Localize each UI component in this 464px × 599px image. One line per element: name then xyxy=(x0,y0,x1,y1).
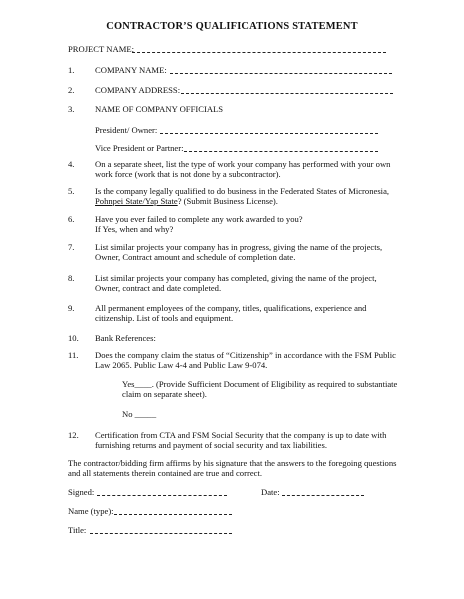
vice-president-label: Vice President or Partner: xyxy=(95,143,184,153)
item-9-number: 9. xyxy=(68,303,75,313)
item-12-text: Certification from CTA and FSM Social Security that the company is up to date with furnishing returns and payment of social security and tax liabilities. xyxy=(95,430,387,450)
vice-president-field[interactable] xyxy=(184,151,378,152)
project-name-label: PROJECT NAME: xyxy=(68,44,134,54)
title-field[interactable] xyxy=(90,533,232,534)
signed-field[interactable] xyxy=(97,495,227,496)
item-5-text xyxy=(95,186,400,206)
item-7-text: List similar projects your company has in progress, giving the name of the projects, Owner, Contract amount and schedule of completion date. xyxy=(95,242,383,262)
citizenship-yes-option[interactable]: Yes____. (Provide Sufficient Document of Eligibility as required to substantiate claim on separate sheet). xyxy=(122,379,398,399)
project-name-field[interactable] xyxy=(132,52,386,53)
item-12-number: 12. xyxy=(68,430,79,440)
date-field[interactable] xyxy=(282,495,364,496)
item-6-number: 6. xyxy=(68,214,75,224)
affirmation-text: The contractor/bidding firm affirms by his signature that the answers to the foregoing questions and all statements therein contained are true and correct. xyxy=(68,458,397,478)
item-6-line2: If Yes, when and why? xyxy=(95,224,174,234)
item-5-text-before: Is the company legally qualified to do business in the Federated States of Micronesia, xyxy=(95,186,390,196)
president-field[interactable] xyxy=(160,133,378,134)
company-name-field[interactable] xyxy=(170,73,392,74)
item-5-number: 5. xyxy=(68,186,75,196)
name-type-field[interactable] xyxy=(114,514,232,515)
item-4-number: 4. xyxy=(68,159,75,169)
date-label: Date: xyxy=(261,487,280,497)
company-address-field[interactable] xyxy=(181,93,393,94)
company-name-label: COMPANY NAME: xyxy=(95,65,167,75)
signed-label: Signed: xyxy=(68,487,95,497)
citizenship-no-option[interactable]: No _____ xyxy=(122,409,157,419)
item-11-text: Does the company claim the status of “Citizenship” in accordance with the FSM Public Law 2065. Public Law 4-4 and Public Law 9-074. xyxy=(95,350,396,370)
item-3-number: 3. xyxy=(68,104,75,114)
title-label: Title: xyxy=(68,525,87,535)
item-2-number: 2. xyxy=(68,85,75,95)
item-6-line1: Have you ever failed to complete any work awarded to you? xyxy=(95,214,303,224)
item-8-number: 8. xyxy=(68,273,75,283)
president-label: President/ Owner: xyxy=(95,125,158,135)
company-officials-label: NAME OF COMPANY OFFICIALS xyxy=(95,104,224,114)
item-9-text: All permanent employees of the company, titles, qualifications, experience and citizenship. List of tools and equipment. xyxy=(95,303,367,323)
form-title: CONTRACTOR’S QUALIFICATIONS STATEMENT xyxy=(106,21,358,32)
bank-references-label: Bank References: xyxy=(95,333,156,343)
item-5-state-underlined: Pohnpei State/Yap State xyxy=(95,196,178,206)
item-7-number: 7. xyxy=(68,242,75,252)
item-1-number: 1. xyxy=(68,65,75,75)
item-4-text: On a separate sheet, list the type of work your company has performed with your own work force (work that is not done by a subcontractor). xyxy=(95,159,391,179)
item-8-text: List similar projects your company has completed, giving the name of the project, Owner, contract and date completed. xyxy=(95,273,377,293)
item-11-number: 11. xyxy=(68,350,79,360)
company-address-label: COMPANY ADDRESS: xyxy=(95,85,181,95)
item-10-number: 10. xyxy=(68,333,79,343)
item-5-text-after: ? (Submit Business License). xyxy=(177,196,278,206)
name-type-label: Name (type): xyxy=(68,506,114,516)
